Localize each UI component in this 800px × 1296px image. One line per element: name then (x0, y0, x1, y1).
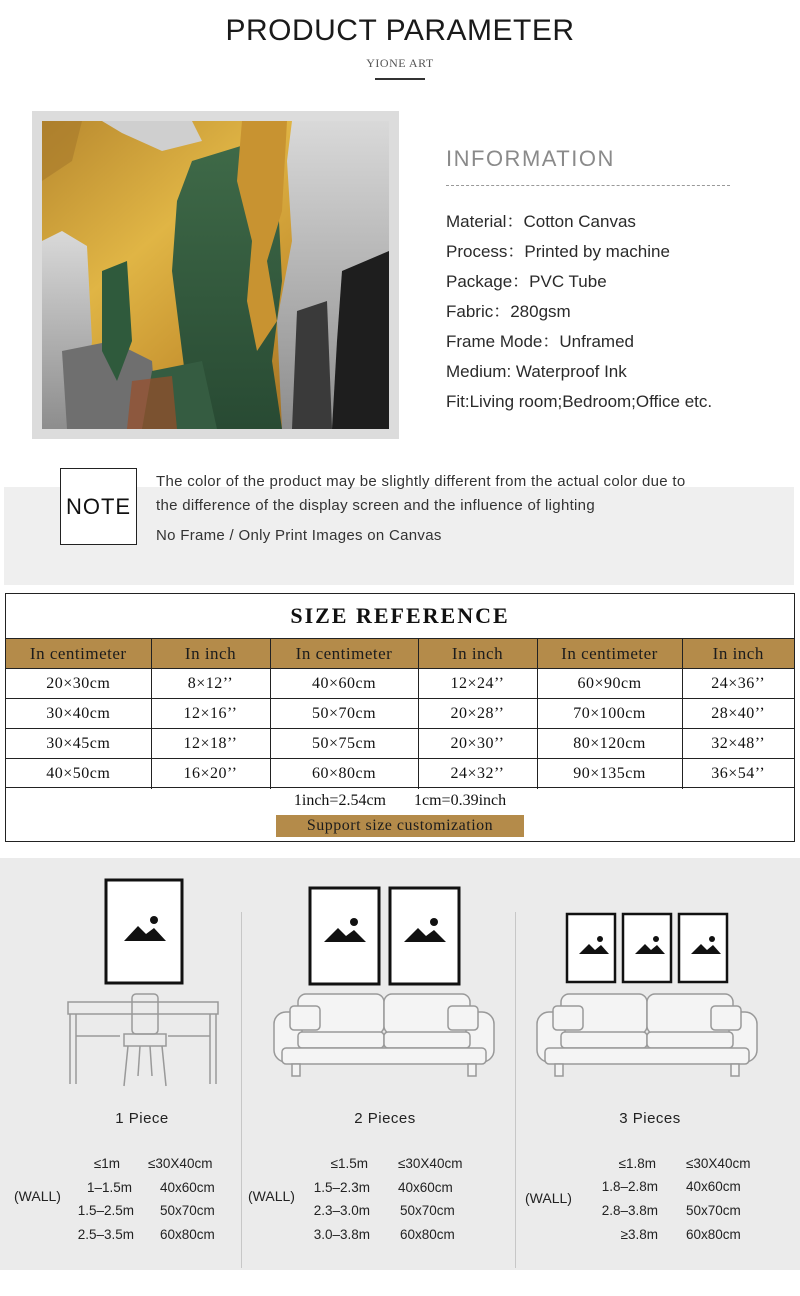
table-cell: 12×18’’ (151, 729, 270, 759)
sofa-two-pieces-illustration (268, 882, 500, 1082)
table-cell: 8×12’’ (151, 669, 270, 699)
distance-value: ≥3.8m (620, 1227, 658, 1242)
size-value: 60x80cm (160, 1227, 215, 1242)
table-cell: 40×50cm (6, 759, 151, 789)
table-row (6, 729, 794, 759)
wall-label: (WALL) (525, 1190, 572, 1206)
table-cell: 24×32’’ (418, 759, 537, 789)
wall-label: (WALL) (248, 1188, 295, 1204)
size-value: 60x80cm (400, 1227, 455, 1242)
size-value: ≤30X40cm (398, 1156, 463, 1171)
table-cell: 36×54’’ (682, 759, 794, 789)
table-cell: 50×70cm (270, 699, 418, 729)
col-header: In centimeter (6, 639, 151, 669)
title-divider (375, 78, 425, 80)
information-divider (446, 185, 730, 186)
table-cell: 20×30’’ (418, 729, 537, 759)
conversion-cm: 1cm=0.39inch (414, 792, 507, 809)
info-package: Package：PVC Tube (446, 272, 607, 291)
size-table (6, 638, 794, 789)
three-pieces-label: 3 Pieces (619, 1110, 681, 1127)
table-cell: 28×40’’ (682, 699, 794, 729)
table-cell: 40×60cm (270, 669, 418, 699)
note-text (156, 470, 786, 548)
table-cell: 30×45cm (6, 729, 151, 759)
info-material: Material：Cotton Canvas (446, 212, 636, 231)
distance-value: ≤1.5m (330, 1156, 368, 1171)
table-cell: 20×28’’ (418, 699, 537, 729)
col-header: In centimeter (537, 639, 682, 669)
size-value: ≤30X40cm (148, 1156, 213, 1171)
conversion-inch: 1inch=2.54cm (293, 792, 386, 809)
table-cell: 80×120cm (537, 729, 682, 759)
table-cell: 24×36’’ (682, 669, 794, 699)
column-divider (515, 912, 516, 1268)
distance-value: 1–1.5m (86, 1180, 132, 1195)
size-value: 60x80cm (686, 1227, 741, 1242)
distance-value: 2.5–3.5m (77, 1227, 134, 1242)
table-cell: 70×100cm (537, 699, 682, 729)
page-title: PRODUCT PARAMETER (225, 14, 575, 47)
size-reference-panel (5, 593, 795, 842)
sofa-three-pieces-illustration (533, 908, 765, 1088)
table-cell: 90×135cm (537, 759, 682, 789)
table-row (6, 759, 794, 789)
unit-conversion (6, 792, 794, 810)
size-reference-title: SIZE REFERENCE (290, 603, 510, 628)
info-process: Process：Printed by machine (446, 242, 670, 261)
col-header: In inch (418, 639, 537, 669)
artwork-frame (32, 111, 399, 439)
distance-value: 1.5–2.5m (77, 1203, 134, 1218)
brand-name: YIONE ART (366, 56, 434, 70)
distance-value: 3.0–3.8m (313, 1227, 370, 1242)
note-label: NOTE (60, 468, 137, 545)
table-cell: 20×30cm (6, 669, 151, 699)
abstract-painting-illustration (42, 121, 389, 429)
table-cell: 12×24’’ (418, 669, 537, 699)
size-value: 50x70cm (400, 1203, 455, 1218)
column-divider (241, 912, 242, 1268)
note-line-2: the difference of the display screen and the influence of lighting (156, 497, 595, 514)
col-header: In inch (151, 639, 270, 669)
distance-value: 2.3–3.0m (313, 1203, 370, 1218)
information-heading: INFORMATION (446, 146, 615, 171)
table-cell: 50×75cm (270, 729, 418, 759)
distance-value: 1.5–2.3m (313, 1180, 370, 1195)
wall-label: (WALL) (14, 1188, 61, 1204)
two-pieces-label: 2 Pieces (354, 1110, 416, 1127)
artwork-image (42, 121, 389, 429)
info-fit: Fit:Living room;Bedroom;Office etc. (446, 392, 713, 411)
distance-value: ≤1m (93, 1156, 120, 1171)
table-row (6, 699, 794, 729)
table-cell: 32×48’’ (682, 729, 794, 759)
note-line-3: No Frame / Only Print Images on Canvas (156, 527, 442, 544)
info-medium: Medium: Waterproof Ink (446, 362, 627, 381)
customization-badge: Support size customization (276, 815, 524, 837)
size-value: 50x70cm (160, 1203, 215, 1218)
size-value: 40x60cm (160, 1180, 215, 1195)
table-row (6, 669, 794, 699)
table-bottom-rule (6, 787, 794, 788)
one-piece-label: 1 Piece (115, 1110, 169, 1127)
distance-value: ≤1.8m (618, 1156, 656, 1171)
table-cell: 30×40cm (6, 699, 151, 729)
table-cell: 12×16’’ (151, 699, 270, 729)
info-fabric: Fabric：280gsm (446, 302, 571, 321)
size-value: 40x60cm (398, 1180, 453, 1195)
col-header: In inch (682, 639, 794, 669)
desk-one-piece-illustration (60, 876, 225, 1091)
note-line-1: The color of the product may be slightly different from the actual color due to (156, 473, 686, 490)
table-cell: 60×90cm (537, 669, 682, 699)
distance-value: 1.8–2.8m (601, 1179, 658, 1194)
table-cell: 16×20’’ (151, 759, 270, 789)
col-header: In centimeter (270, 639, 418, 669)
distance-value: 2.8–3.8m (601, 1203, 658, 1218)
size-value: 50x70cm (686, 1203, 741, 1218)
information-list (446, 207, 712, 417)
info-frame-mode: Frame Mode：Unframed (446, 332, 635, 351)
size-table-header (6, 639, 794, 669)
size-value: 40x60cm (686, 1179, 741, 1194)
table-cell: 60×80cm (270, 759, 418, 789)
size-value: ≤30X40cm (686, 1156, 751, 1171)
